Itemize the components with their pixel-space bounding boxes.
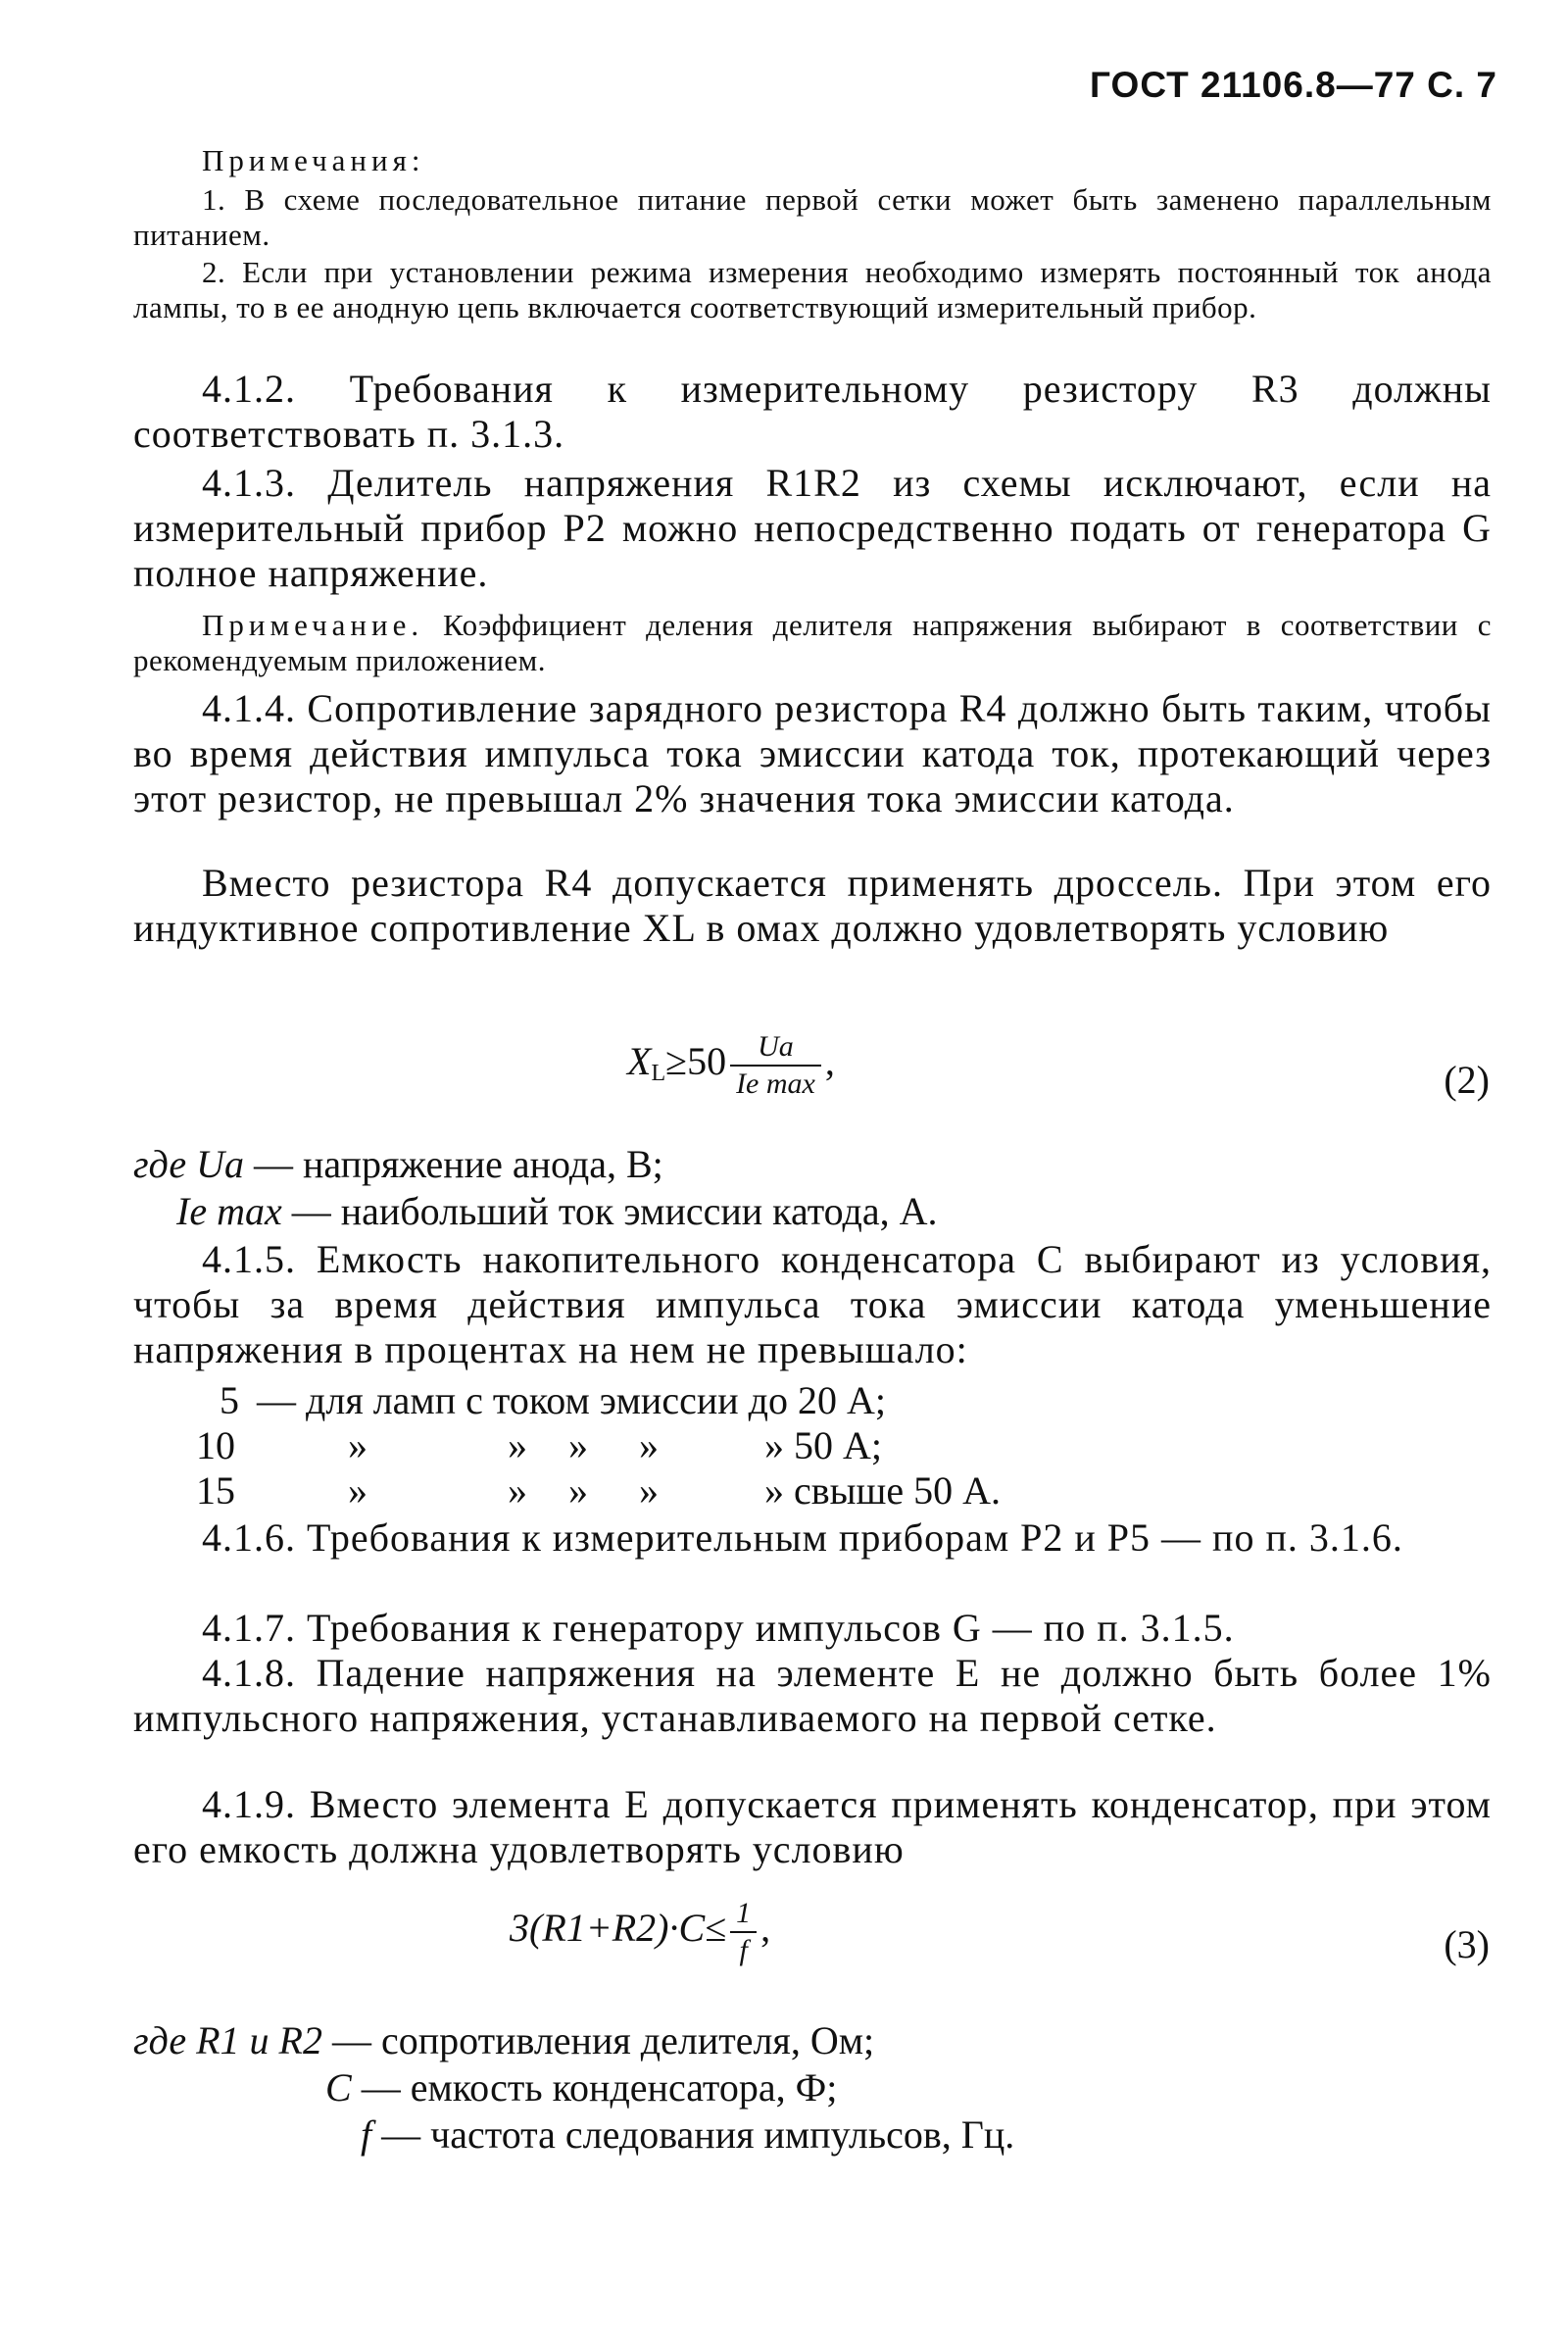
formula-2-denominator: Ie max bbox=[736, 1068, 815, 1100]
paragraph-4-1-4: 4.1.4. Сопротивление зарядного резистора R4 должно быть таким, чтобы во время действия импульса тока эмиссии катода ток, протекающий через этот резистор, не превышал 2% значения тока эмиссии катода. bbox=[133, 686, 1492, 820]
paragraph-4-1-9: 4.1.9. Вместо элемента E допускается применять конденсатор, при этом его емкость должна удовлетворять условию bbox=[133, 1782, 1492, 1871]
definition-row bbox=[133, 2111, 1014, 2159]
table-cell: » bbox=[639, 1423, 659, 1467]
definition-row bbox=[133, 1141, 938, 1188]
definition-symbol: где R1 и R2 bbox=[133, 2018, 322, 2062]
note-2-label: Примечание. bbox=[202, 608, 424, 642]
formula-3-numerator: 1 bbox=[730, 1896, 757, 1933]
formula-2-fraction bbox=[730, 1029, 821, 1102]
definition-row bbox=[133, 1188, 938, 1235]
definition-text: — напряжение анода, В; bbox=[253, 1142, 663, 1186]
table-cell: » bbox=[568, 1468, 588, 1513]
paragraph-4-1-8: 4.1.8. Падение напряжения на элементе E не должно быть более 1% импульсного напряжения, устанавливаемого на первой сетке. bbox=[133, 1651, 1492, 1740]
definition-text: — сопротивления делителя, Ом; bbox=[331, 2018, 875, 2062]
formula-3-fraction bbox=[730, 1896, 757, 1968]
definition-row bbox=[133, 2064, 1014, 2111]
page-header: ГОСТ 21106.8—77 С. 7 bbox=[1090, 65, 1497, 105]
table-cell: » 50 А; bbox=[764, 1423, 882, 1467]
formula-2-lhs: X bbox=[627, 1039, 652, 1084]
paragraph-4-1-4-b: Вместо резистора R4 допускается применять дроссель. При этом его индуктивное сопротивление XL в омах должно удовлетворять условию bbox=[133, 861, 1492, 950]
table-cell: » bbox=[568, 1423, 588, 1467]
table-cell: » bbox=[639, 1468, 659, 1513]
formula-2-op: ≥50 bbox=[665, 1039, 727, 1084]
formula-3-number: (3) bbox=[1444, 1922, 1490, 1966]
formula-2-number: (2) bbox=[1444, 1058, 1490, 1102]
table-cell: » bbox=[508, 1423, 527, 1467]
definition-text: — частота следования импульсов, Гц. bbox=[381, 2112, 1015, 2157]
note-1: 1. В схеме последовательное питание первой сетки может быть заменено параллельным питанием. bbox=[133, 182, 1492, 252]
table-cell: » bbox=[348, 1468, 368, 1513]
definition-symbol: где Ua bbox=[133, 1142, 244, 1186]
notes-heading: Примечания: bbox=[202, 143, 425, 177]
paragraph-4-1-3: 4.1.3. Делитель напряжения R1R2 из схемы исключают, если на измерительный прибор P2 можно непосредственно подать от генератора G полное напряжение. bbox=[133, 461, 1492, 595]
formula-2-numerator: Ua bbox=[730, 1029, 821, 1067]
formula-3-tail: , bbox=[760, 1906, 771, 1951]
formula-2-definitions bbox=[133, 1141, 938, 1235]
note-2: 2. Если при установлении режима измерения необходимо измерять постоянный ток анода лампы, то в ее анодную цепь включается соответствующий измерительный прибор. bbox=[133, 255, 1492, 324]
definition-symbol: f bbox=[361, 2112, 372, 2157]
paragraph-4-1-6: 4.1.6. Требования к измерительным приборам P2 и P5 — по п. 3.1.6. bbox=[202, 1515, 1403, 1560]
formula-3 bbox=[510, 1896, 770, 1968]
paragraph-4-1-5: 4.1.5. Емкость накопительного конденсатора C выбирают из условия, чтобы за время действия импульса тока эмиссии катода уменьшение напряжения в процентах на нем не превышало: bbox=[133, 1237, 1492, 1371]
table-cell: » свыше 50 А. bbox=[764, 1468, 1001, 1513]
formula-2 bbox=[627, 1029, 835, 1102]
definition-symbol: C bbox=[325, 2065, 352, 2110]
table-cell: — для ламп с током эмиссии до 20 А; bbox=[257, 1378, 887, 1422]
note-2-block bbox=[133, 608, 1492, 678]
formula-3-denominator: f bbox=[739, 1934, 748, 1966]
table-cell: » bbox=[508, 1468, 527, 1513]
definition-row bbox=[133, 2017, 1014, 2064]
table-cell: 15 bbox=[196, 1468, 235, 1513]
note-2-text: Коэффициент деления делителя напряжения выбирают в соответствии с рекомендуемым приложением. bbox=[133, 608, 1493, 677]
definition-symbol: Ie max bbox=[176, 1189, 282, 1233]
paragraph-4-1-2: 4.1.2. Требования к измерительному резистору R3 должны соответствовать п. 3.1.3. bbox=[133, 367, 1492, 456]
formula-3-definitions bbox=[133, 2017, 1014, 2159]
formula-2-lhs-sub: L bbox=[651, 1061, 666, 1087]
definition-text: — наибольший ток эмиссии катода, А. bbox=[291, 1189, 938, 1233]
table-cell: 10 bbox=[196, 1423, 235, 1467]
formula-2-tail: , bbox=[824, 1039, 835, 1084]
table-cell: » bbox=[348, 1423, 368, 1467]
definition-text: — емкость конденсатора, Ф; bbox=[361, 2065, 838, 2110]
table-cell: 5 bbox=[220, 1378, 239, 1422]
formula-3-lhs: 3(R1+R2)·C≤ bbox=[510, 1906, 727, 1951]
paragraph-4-1-7: 4.1.7. Требования к генератору импульсов G — по п. 3.1.5. bbox=[202, 1606, 1235, 1650]
